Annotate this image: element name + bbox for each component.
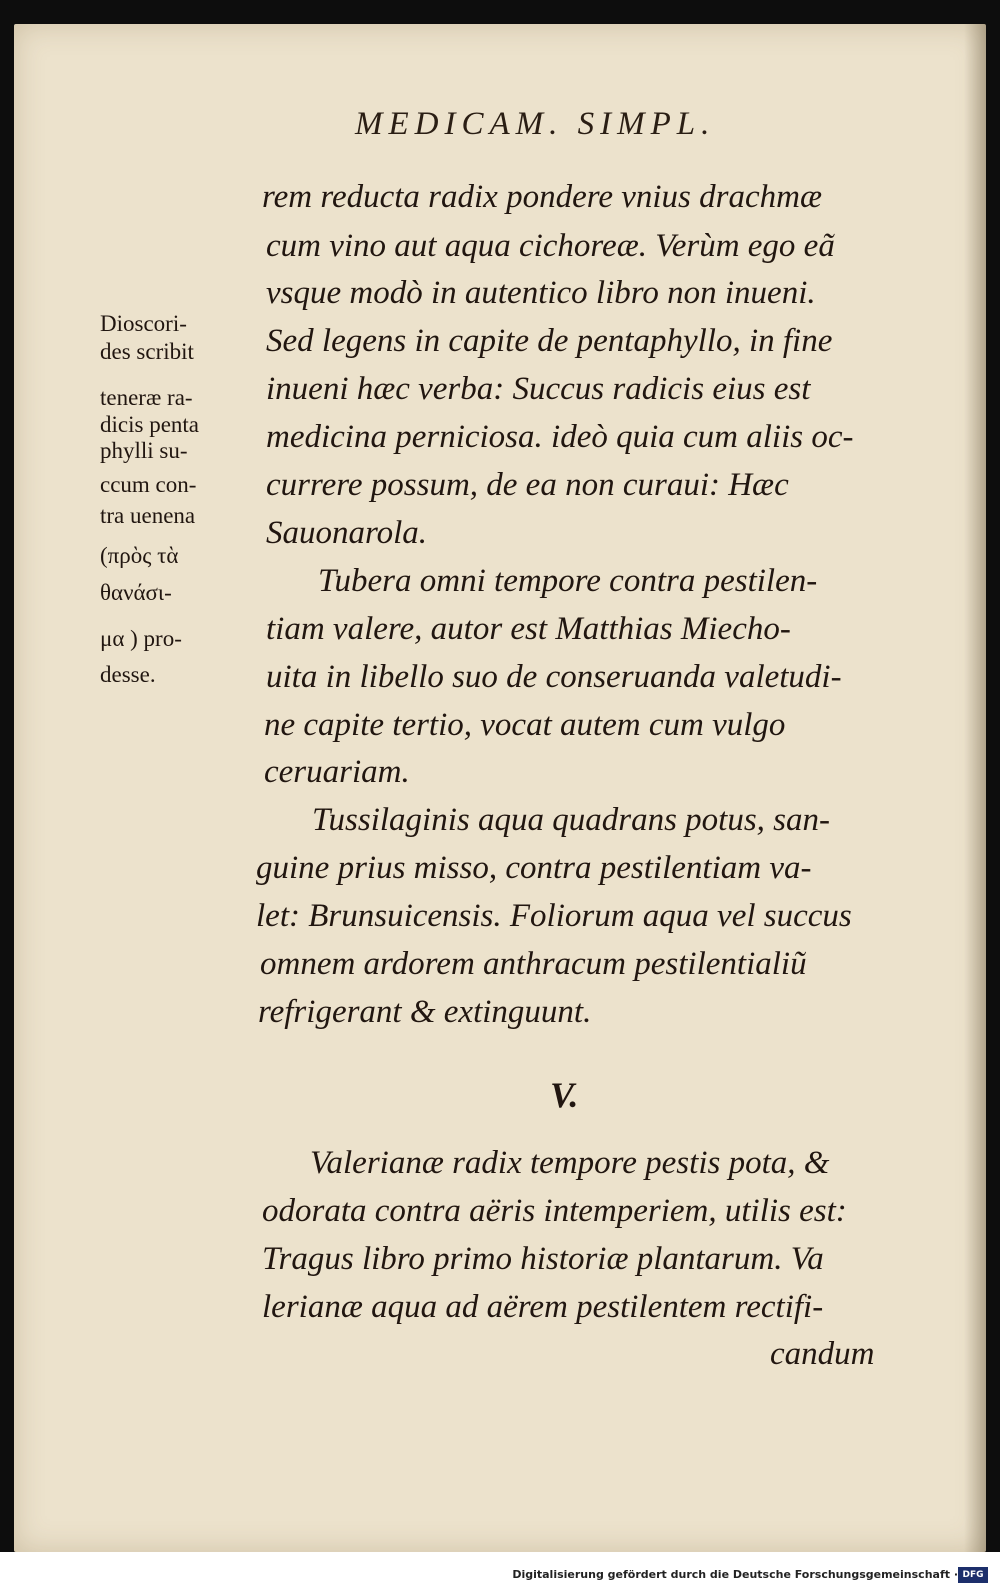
margin-note-line: des scribit [100,339,194,364]
body-line: refrigerant & extinguunt. [258,994,592,1030]
body-line: guine prius misso, contra pestilentiam va- [256,850,812,886]
body-line: Sauonarola. [266,515,428,551]
body-line: let: Brunsuicensis. Foliorum aqua vel succus [256,898,852,934]
margin-note-line: phylli su- [100,438,188,463]
footer-credit: Digitalisierung gefördert durch die Deutsche Forschungsgemeinschaft · [512,1568,958,1581]
body-line: ne capite tertio, vocat autem cum vulgo [264,707,786,743]
body-line: Tussilaginis aqua quadrans potus, san- [312,802,831,838]
margin-note-line: desse. [100,662,156,687]
dfg-logo-icon: DFG [958,1567,988,1583]
body-line: lerianæ aqua ad aërem pestilentem rectifi- [262,1289,824,1325]
body-line: currere possum, de ea non curaui: Hæc [266,467,789,503]
margin-note-line: μα ) pro- [100,626,182,651]
body-line: tiam valere, autor est Matthias Miecho- [266,611,791,647]
margin-note-line: θανάσι- [100,580,172,605]
margin-note-line: (πρὸς τὰ [100,543,179,568]
section-numeral: V. [550,1075,579,1115]
margin-note-line: Dioscori- [100,311,187,336]
margin-note-line: ccum con- [100,472,197,497]
body-line: rem reducta radix pondere vnius drachmæ [262,179,822,215]
body-line: cum vino aut aqua cichoreæ. Verùm ego eã [266,228,835,264]
margin-note-line: tra uenena [100,503,196,528]
margin-note-line: teneræ ra- [100,385,193,410]
body-line: Tragus libro primo historiæ plantarum. Va [262,1241,824,1277]
body-line: vsque modò in autentico libro non inueni. [266,275,816,311]
body-line: omnem ardorem anthracum pestilentialiũ [260,946,807,982]
body-line: uita in libello suo de conseruanda valetudi- [266,659,842,695]
body-line: odorata contra aëris intemperiem, utilis est: [262,1193,847,1229]
body-line: ceruariam. [264,754,410,790]
margin-note-line: dicis penta [100,412,199,437]
running-header: MEDICAM. SIMPL. [355,106,716,142]
body-line: Tubera omni tempore contra pestilen- [318,563,818,599]
catchword: candum [770,1336,875,1372]
body-line: Valerianæ radix tempore pestis pota, & [310,1145,830,1181]
body-line: medicina perniciosa. ideò quia cum aliis oc- [266,419,854,455]
body-line: inueni hæc verba: Succus radicis eius est [266,371,811,407]
body-line: Sed legens in capite de pentaphyllo, in fine [266,323,833,359]
